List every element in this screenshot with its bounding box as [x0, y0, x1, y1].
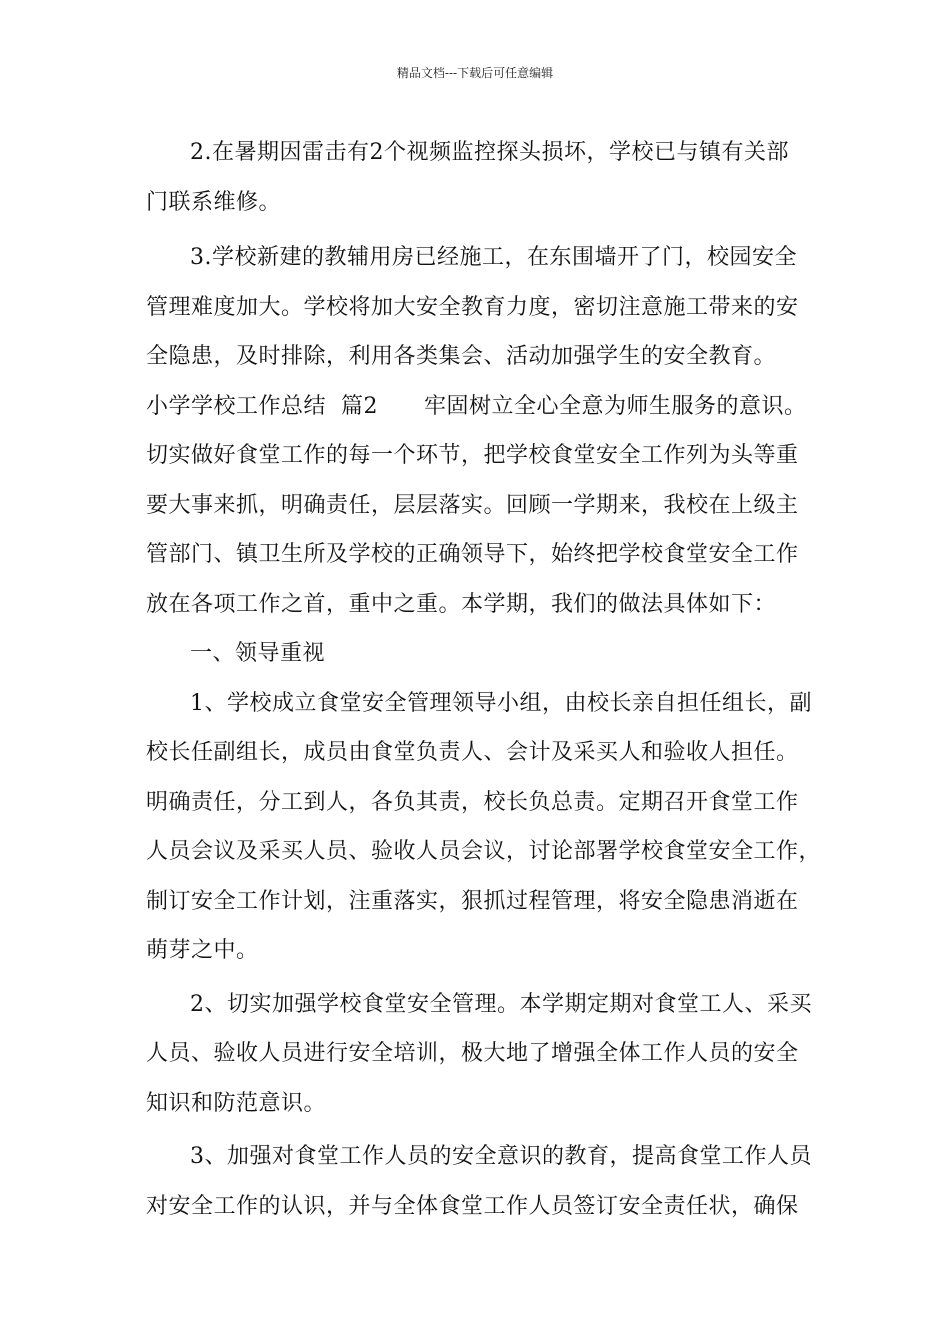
text-line: 放在各项工作之首，重中之重。本学期，我们的做法具体如下： [146, 591, 777, 617]
text-line: 全隐患，及时排除，利用各类集会、活动加强学生的安全教育。 [146, 344, 777, 369]
text-line: 管部门、镇卫生所及学校的正确领导下，始终把学校食堂安全工作 [146, 542, 799, 567]
text-line: 门联系维修。 [146, 189, 282, 215]
text-line: 切实做好食堂工作的每一个环节，把学校食堂安全工作列为头等重 [146, 443, 799, 468]
text-line: 管理难度加大。学校将加大安全教育力度，密切注意施工带来的安 [146, 294, 799, 320]
text-line: 萌芽之中。 [146, 938, 259, 963]
text-line: 3、加强对食堂工作人员的安全意识的教育，提高食堂工作人员 [190, 1144, 812, 1169]
section-paragraph [146, 382, 810, 630]
section-first-sentence: 牢固树立全心全意为师生服务的意识。 [423, 393, 807, 419]
subheading-paragraph [146, 629, 810, 679]
paragraph-item-2b [146, 980, 810, 1129]
text-line: 2.在暑期因雷击有2个视频监控探头损坏，学校已与镇有关部 [190, 140, 789, 165]
text-line: 人员会议及采买人员、验收人员会议，讨论部署学校食堂安全工作， [146, 839, 822, 864]
text-line: 制订安全工作计划，注重落实，狠抓过程管理，将安全隐患消逝在 [146, 888, 799, 914]
page-header: 精品文档---下载后可任意编辑 [396, 66, 554, 80]
text-line: 1、学校成立食堂安全管理领导小组，由校长亲自担任组长，副 [190, 690, 812, 716]
paragraph-item-2 [146, 128, 810, 227]
text-line: 人员、验收人员进行安全培训，极大地了增强全体工作人员的安全 [146, 1041, 799, 1066]
text-line: 对安全工作的认识，并与全体食堂工作人员签订安全责任状，确保 [146, 1193, 799, 1219]
paragraph-item-1 [146, 679, 822, 976]
text-line: 校长任副组长，成员由食堂负责人、会计及采买人和验收人担任。 [146, 740, 799, 765]
paragraph-item-3 [146, 233, 810, 382]
document-body [146, 128, 822, 1231]
subheading: 一、领导重视 [190, 641, 326, 666]
text-line [146, 382, 810, 432]
text-line: 2、切实加强学校食堂安全管理。本学期定期对食堂工人、采买 [190, 991, 812, 1017]
text-line: 明确责任，分工到人，各负其责，校长负总责。定期召开食堂工作 [146, 789, 799, 815]
section-title: 小学学校工作总结 篇2 [146, 393, 378, 419]
paragraph-item-3b [146, 1132, 810, 1231]
text-line: 3.学校新建的教辅用房已经施工，在东围墙开了门，校园安全 [190, 245, 797, 270]
text-line: 要大事来抓，明确责任，层层落实。回顾一学期来，我校在上级主 [146, 492, 799, 518]
text-line: 知识和防范意识。 [146, 1090, 327, 1116]
